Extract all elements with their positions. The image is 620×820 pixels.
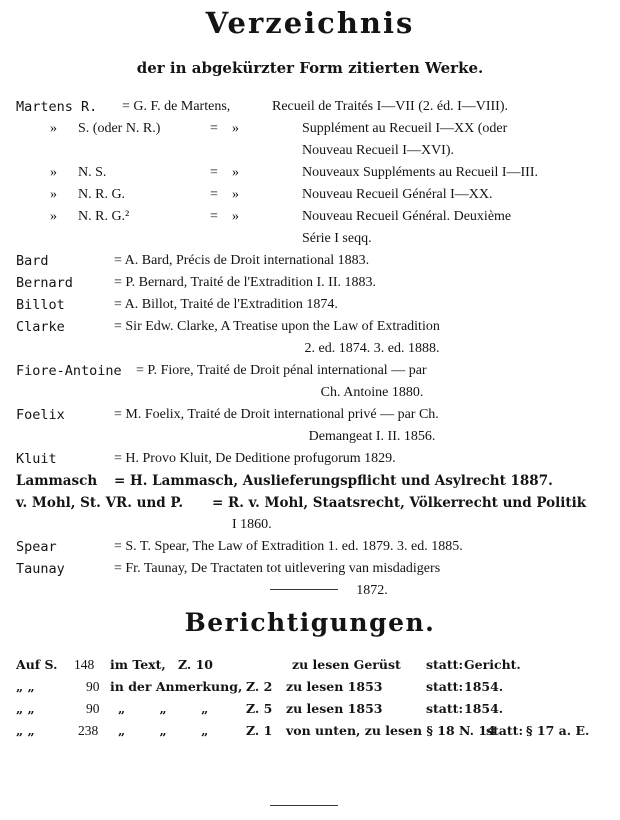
row-page: 90 (86, 701, 100, 716)
entry-abbr: Foelix (16, 407, 65, 423)
entry-text: = A. Bard, Précis de Droit international 1883. (114, 253, 370, 268)
row-action: zu lesen 1853 (286, 701, 383, 716)
entry-abbr: Bernard (16, 275, 73, 291)
entry-abbr: S. (oder N. R.) (78, 121, 161, 136)
entry-text: = M. Foelix, Traité de Droit international privé — par Ch. (114, 407, 439, 422)
row-statt: statt: (486, 723, 524, 738)
row-page: 90 (86, 679, 100, 694)
row-action: zu lesen Gerüst (292, 657, 401, 672)
entry-text-cont: 2. ed. 1874. 3. ed. 1888. (304, 341, 440, 356)
entry-abbr: Taunay (16, 561, 65, 577)
row-prefix: Auf S. (16, 657, 58, 672)
row-page: 238 (78, 723, 99, 738)
entry-abbr: N. R. G. (78, 187, 126, 202)
row-line: Z. 1 (246, 723, 273, 738)
row-place: „ „ „ (118, 701, 209, 716)
entry-text: = A. Billot, Traité de l'Extradition 1874. (114, 297, 338, 312)
ditto-mark: » (50, 209, 57, 224)
row-prefix: „ „ (16, 679, 35, 694)
entry-text: = S. T. Spear, The Law of Extradition 1. ed. 1879. 3. ed. 1885. (114, 539, 463, 554)
entry-abbr: N. R. G.² (78, 209, 130, 224)
row-statt: statt: (426, 679, 464, 694)
row-place: im Text, (110, 657, 166, 672)
row-wrong: 1854. (464, 701, 504, 716)
entry-abbr: Kluit (16, 451, 57, 467)
entry-abbr: Spear (16, 539, 57, 555)
entry-abbr: N. S. (78, 165, 107, 180)
entry-text-cont: I 1860. (232, 517, 272, 532)
entry-equals: = (210, 187, 218, 202)
entry-text: = Fr. Taunay, De Tractaten tot uitlevering van misdadigers (114, 561, 441, 576)
row-place: „ „ „ (118, 723, 209, 738)
entry-abbr: Clarke (16, 319, 65, 335)
entry-equals: = (210, 209, 218, 224)
row-prefix: „ „ (16, 723, 35, 738)
ditto-mark: » (50, 187, 57, 202)
page-title: Verzeichnis (205, 6, 415, 40)
entry-text: = P. Fiore, Traité de Droit pénal international — par (136, 363, 427, 378)
entry-text: = Sir Edw. Clarke, A Treatise upon the Law of Extradition (114, 319, 440, 334)
row-place: in der Anmerkung, (110, 679, 243, 694)
entry-title-cont: Nouveau Recueil I—XVI). (302, 143, 455, 158)
entry-title: Nouveau Recueil Général. Deuxième (302, 209, 512, 224)
row-wrong: 1854. (464, 679, 504, 694)
section-divider (270, 589, 338, 590)
entry-abbr: Lammasch (16, 473, 98, 489)
section-divider (270, 805, 338, 806)
row-line: Z. 5 (246, 701, 273, 716)
row-statt: statt: (426, 657, 464, 672)
row-prefix: „ „ (16, 701, 35, 716)
ditto-mark: » (232, 165, 239, 180)
row-action: zu lesen 1853 (286, 679, 383, 694)
entry-author: = G. F. de Martens, (122, 99, 231, 114)
ditto-mark: » (232, 209, 239, 224)
entry-text: = P. Bernard, Traité de l'Extradition I. II. 1883. (114, 275, 376, 290)
entry-text: = R. v. Mohl, Staatsrecht, Völkerrecht und Politik (212, 495, 587, 511)
entry-title: Supplément au Recueil I—XX (oder (302, 121, 508, 136)
row-wrong: § 17 a. E. (526, 723, 590, 738)
entry-title: Nouveau Recueil Général I—XX. (302, 187, 493, 202)
entry-title-cont: Série I seqq. (302, 231, 372, 246)
ditto-mark: » (232, 187, 239, 202)
entry-text: = H. Lammasch, Auslieferungspflicht und Asylrecht 1887. (114, 473, 553, 489)
entry-title: Nouveaux Suppléments au Recueil I—III. (302, 165, 538, 180)
entry-abbr: v. Mohl, St. VR. und P. (16, 495, 184, 511)
row-wrong: Gericht. (464, 657, 521, 672)
entry-text-cont: Demangeat I. II. 1856. (308, 429, 436, 444)
entry-text-cont: 1872. (356, 583, 388, 598)
row-page: 148 (74, 657, 95, 672)
entry-abbr: Fiore-Antoine (16, 363, 122, 379)
entry-title: Recueil de Traités I—VII (2. éd. I—VIII). (272, 99, 508, 114)
entry-equals: = (210, 121, 218, 136)
row-statt: statt: (426, 701, 464, 716)
row-line: Z. 10 (178, 657, 214, 672)
corrections-title: Berichtigungen. (184, 608, 436, 637)
entry-equals: = (210, 165, 218, 180)
entry-text-cont: Ch. Antoine 1880. (320, 385, 424, 400)
ditto-mark: » (232, 121, 239, 136)
entry-abbr: Bard (16, 253, 49, 269)
row-line: Z. 2 (246, 679, 273, 694)
ditto-mark: » (50, 121, 57, 136)
row-action: von unten, zu lesen § 18 N. 14 (286, 723, 496, 738)
entry-text: = H. Provo Kluit, De Deditione profugorum 1829. (114, 451, 396, 466)
page-subtitle: der in abgekürzter Form zitierten Werke. (136, 59, 484, 77)
entry-abbr: Martens R. (16, 99, 98, 115)
ditto-mark: » (50, 165, 57, 180)
entry-abbr: Billot (16, 297, 65, 313)
